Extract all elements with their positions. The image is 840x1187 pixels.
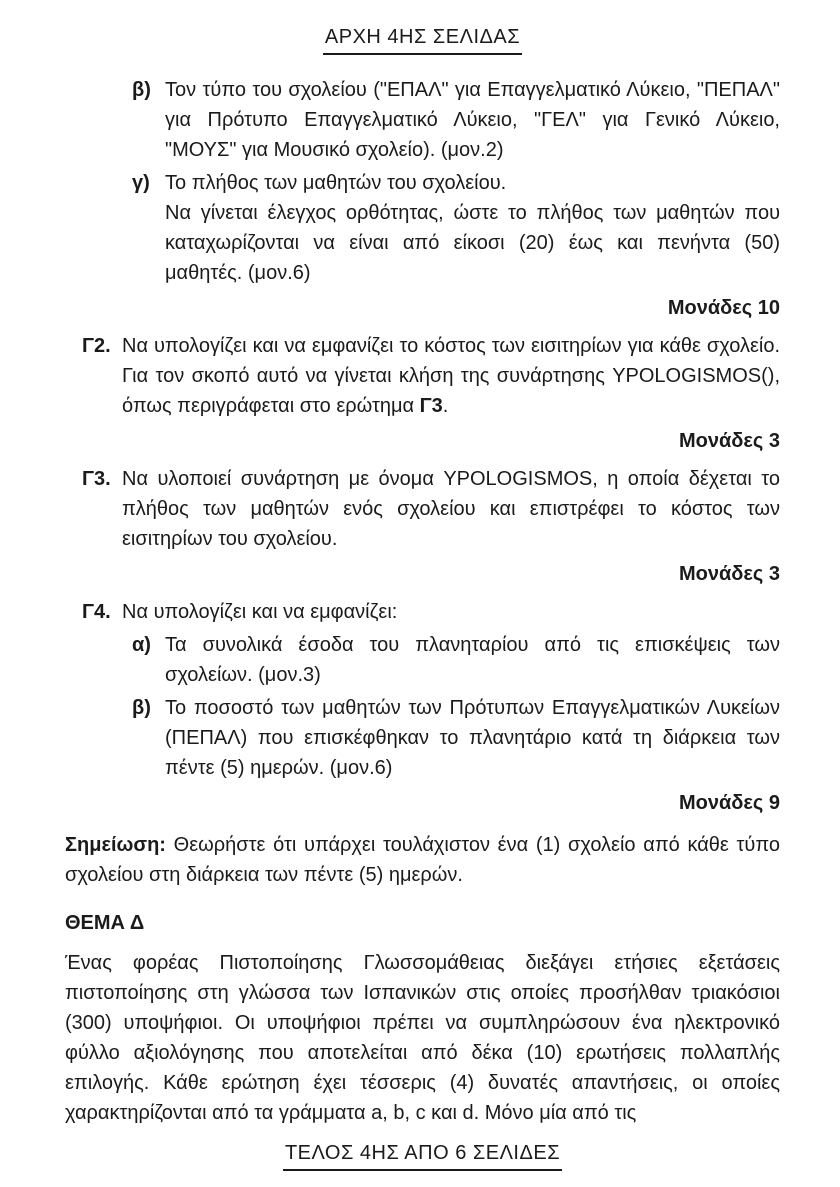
question-g2-text (122, 331, 780, 421)
note-text: Θεωρήστε ότι υπάρχει τουλάχιστον ένα (1) σχολείο από κάθε τύπο σχολείου στη διάρκεια των πέντε (5) ημερών. (65, 834, 780, 886)
item-beta-label: β) (132, 79, 151, 101)
question-item-gamma (132, 168, 780, 288)
question-item-g4-alpha (132, 630, 780, 690)
question-g4-label: Γ4. (82, 601, 111, 623)
item-gamma-text: Το πλήθος των μαθητών του σχολείου. (165, 172, 507, 194)
question-g2-text-before: Να υπολογίζει και να εμφανίζει το κόστος των εισιτηρίων για κάθε σχολείο. Για τον σκοπό αυτό να γίνεται κλήση της συνάρτησης YPOLOGISMOS(), όπως περιγράφεται στο ερώτημα (122, 335, 780, 417)
question-g3-text: Να υλοποιεί συνάρτηση με όνομα YPOLOGISMOS, η οποία δέχεται το πλήθος των μαθητών ενός σχολείου και επιστρέφει το κόστος των εισιτηρίων του σχολείου. (122, 468, 780, 550)
question-g3-label: Γ3. (82, 468, 111, 490)
question-item-g3 (82, 464, 780, 554)
question-item-g4-beta (132, 693, 780, 783)
question-g2-text-after: . (442, 395, 449, 417)
note-label: Σημείωση: (65, 834, 166, 856)
g4-beta-label: β) (132, 697, 151, 719)
page-header (65, 22, 780, 55)
question-g4-text: Να υπολογίζει και να εμφανίζει: (122, 601, 398, 623)
question-item-beta (132, 75, 780, 165)
page-header-text: ΑΡΧΗ 4ΗΣ ΣΕΛΙΔΑΣ (323, 22, 522, 55)
g4-beta-text: Το ποσοστό των μαθητών των Πρότυπων Επαγγελματικών Λυκείων (ΠΕΠΑΛ) που επισκέφθηκαν το πλανητάριο κατά τη διάρκεια των πέντε (5) ημερών. (μον.6) (165, 697, 780, 779)
theme-d-title: ΘΕΜΑ Δ (65, 912, 145, 934)
question-g2-text-bold-ref: Γ3 (419, 395, 443, 417)
marks-g3: Μονάδες 3 (679, 563, 780, 585)
question-g2-label: Γ2. (82, 335, 111, 357)
question-item-g4 (82, 597, 780, 627)
page-footer (65, 1138, 780, 1171)
note-paragraph (65, 830, 780, 890)
item-beta-text: Τον τύπο του σχολείου ("ΕΠΑΛ" για Επαγγελματικό Λύκειο, "ΠΕΠΑΛ" για Πρότυπο Επαγγελματικό Λύκειο, "ΓΕΛ" για Γενικό Λύκειο, "ΜΟΥΣ" για Μουσικό σχολείο). (μον.2) (165, 79, 780, 161)
marks-g2: Μονάδες 3 (679, 430, 780, 452)
marks-g4: Μονάδες 9 (679, 792, 780, 814)
page-footer-text: ΤΕΛΟΣ 4ΗΣ ΑΠΟ 6 ΣΕΛΙΔΕΣ (283, 1138, 562, 1171)
item-gamma-label: γ) (132, 172, 150, 194)
item-gamma-body (165, 168, 780, 288)
g4-alpha-label: α) (132, 634, 151, 656)
theme-d-paragraph: Ένας φορέας Πιστοποίησης Γλωσσομάθειας διεξάγει ετήσιες εξετάσεις πιστοποίησης στη γλώσσα των Ισπανικών στις οποίες προσήλθαν τριακόσιοι (300) υποψήφιοι. Οι υποψήφιοι πρέπει να συμπληρώσουν ένα ηλεκτρονικό φύλλο αξιολόγησης που αποτελείται από δέκα (10) ερωτήσεις πολλαπλής επιλογής. Κάθε ερώτηση έχει τέσσερις (4) δυνατές απαντήσεις, οι οποίες χαρακτηρίζονται από τα γράμματα a, b, c και d. Μόνο μία από τις (65, 952, 780, 1124)
g4-alpha-text: Τα συνολικά έσοδα του πλανηταρίου από τις επισκέψεις των σχολείων. (μον.3) (165, 634, 780, 686)
marks-c1: Μονάδες 10 (667, 297, 780, 319)
question-item-g2 (82, 331, 780, 421)
item-gamma-validation-note: Να γίνεται έλεγχος ορθότητας, ώστε το πλήθος των μαθητών που καταχωρίζονται να είναι από είκοσι (20) έως και πενήντα (50) μαθητές. (μον.6) (165, 202, 780, 284)
